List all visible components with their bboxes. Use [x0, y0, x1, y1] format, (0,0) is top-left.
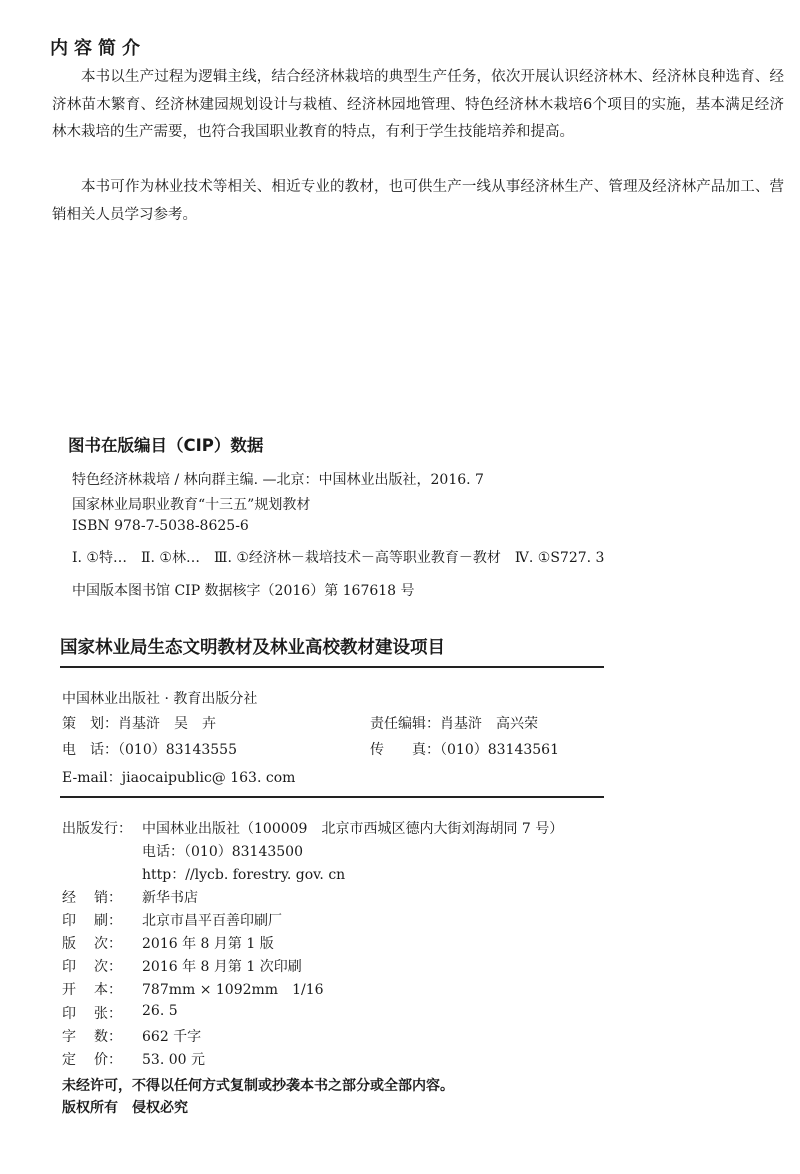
rights-reserved: 版权所有 侵权必究 — [62, 1100, 188, 1116]
meta-label — [62, 887, 130, 907]
meta-label-char: 经 — [62, 890, 76, 906]
fax-row — [370, 739, 559, 759]
copyright-notice: 未经许可，不得以任何方式复制或抄袭本书之部分或全部内容。 — [62, 1078, 454, 1094]
distribution-label: 出版发行： — [62, 821, 132, 837]
meta-label — [62, 910, 130, 930]
meta-value: 53. 00 元 — [142, 1051, 205, 1068]
editor-label: 责任编辑： — [370, 716, 440, 732]
fax-value: （010）83143561 — [440, 742, 559, 758]
planning-label: 策 划： — [62, 716, 118, 732]
intro-paragraph-1: 本书以生产过程为逻辑主线，结合经济林栽培的典型生产任务，依次开展认识经济林木、经济林良种选育、经济林苗木繁育、经济林建园规划设计与栽植、经济林园地管理、特色经济林木栽培6个项目的实施，基本满足经济林木栽培的生产需要，也符合我国职业教育的特点，有利于学生技能培养和提高。 — [52, 69, 784, 140]
meta-label — [62, 1003, 130, 1023]
intro-title: 内容简介 — [50, 38, 146, 59]
meta-value: 2016 年 8 月第 1 次印刷 — [142, 959, 302, 976]
meta-value: 662 千字 — [142, 1028, 202, 1045]
divider-top — [60, 666, 604, 668]
cip-line-record-number: 中国版本图书馆 CIP 数据核字（2016）第 167618 号 — [72, 583, 415, 599]
meta-value: 2016 年 8 月第 1 版 — [142, 936, 274, 953]
phone-row — [62, 739, 237, 759]
distribution-publisher: 中国林业出版社（100009 北京市西城区德内大街刘海胡同 7 号） — [142, 821, 564, 837]
meta-label-char: 价： — [94, 1051, 122, 1068]
divider-bottom — [60, 796, 604, 798]
meta-label-char: 销： — [94, 890, 122, 906]
cip-line-isbn: ISBN 978-7-5038-8625-6 — [72, 518, 249, 534]
fax-label: 传 真： — [370, 742, 440, 758]
phone-value: （010）83143555 — [118, 742, 237, 758]
meta-label-char: 开 — [62, 982, 76, 999]
distribution-phone: 电话：（010）83143500 — [142, 844, 303, 860]
meta-label — [62, 979, 130, 999]
intro-paragraph-2: 本书可作为林业技术等相关、相近专业的教材，也可供生产一线从事经济林生产、管理及经济林产品加工、营销相关人员学习参考。 — [52, 179, 784, 223]
meta-label — [62, 1026, 130, 1046]
meta-label-char: 刷： — [94, 913, 122, 930]
meta-value: 北京市昌平百善印刷厂 — [142, 913, 282, 930]
meta-label-char: 印 — [62, 913, 76, 930]
distribution-url: http：//lycb. forestry. gov. cn — [142, 867, 346, 883]
publisher-branch: 中国林业出版社 · 教育出版分社 — [62, 691, 258, 707]
cip-line-classification: Ⅰ. ①特… Ⅱ. ①林… Ⅲ. ①经济林－栽培技术－高等职业教育－教材 Ⅳ. ①S727. 3 — [72, 550, 605, 566]
meta-label-char: 张： — [94, 1005, 122, 1022]
editor-row — [370, 713, 538, 733]
phone-label: 电 话： — [62, 742, 118, 758]
meta-label-char: 版 — [62, 936, 76, 953]
cip-line-title: 特色经济林栽培 / 林向群主编. —北京：中国林业出版社，2016. 7 — [72, 472, 484, 488]
meta-label-char: 次： — [94, 936, 122, 953]
cip-title: 图书在版编目（CIP）数据 — [68, 436, 264, 455]
meta-label-char: 数： — [94, 1028, 122, 1045]
meta-value: 26. 5 — [142, 1002, 178, 1019]
meta-label-char: 次： — [94, 959, 122, 976]
meta-value: 新华书店 — [142, 890, 198, 906]
planning-value: 肖基浒 吴 卉 — [118, 716, 216, 732]
meta-value: 787mm × 1092mm 1/16 — [142, 982, 324, 999]
meta-label — [62, 933, 130, 953]
meta-label-char: 定 — [62, 1051, 76, 1068]
planning-row — [62, 713, 216, 733]
meta-label-char: 印 — [62, 959, 76, 976]
meta-label-char: 印 — [62, 1005, 76, 1022]
meta-label — [62, 956, 130, 976]
project-title: 国家林业局生态文明教材及林业高校教材建设项目 — [60, 638, 445, 658]
cip-line-series: 国家林业局职业教育“十三五”规划教材 — [72, 497, 311, 513]
meta-label — [62, 1049, 130, 1069]
meta-label-char: 字 — [62, 1028, 76, 1045]
meta-label-char: 本： — [94, 982, 122, 999]
editor-value: 肖基浒 高兴荣 — [440, 716, 538, 732]
email-line: E-mail：jiaocaipublic@ 163. com — [62, 770, 296, 786]
